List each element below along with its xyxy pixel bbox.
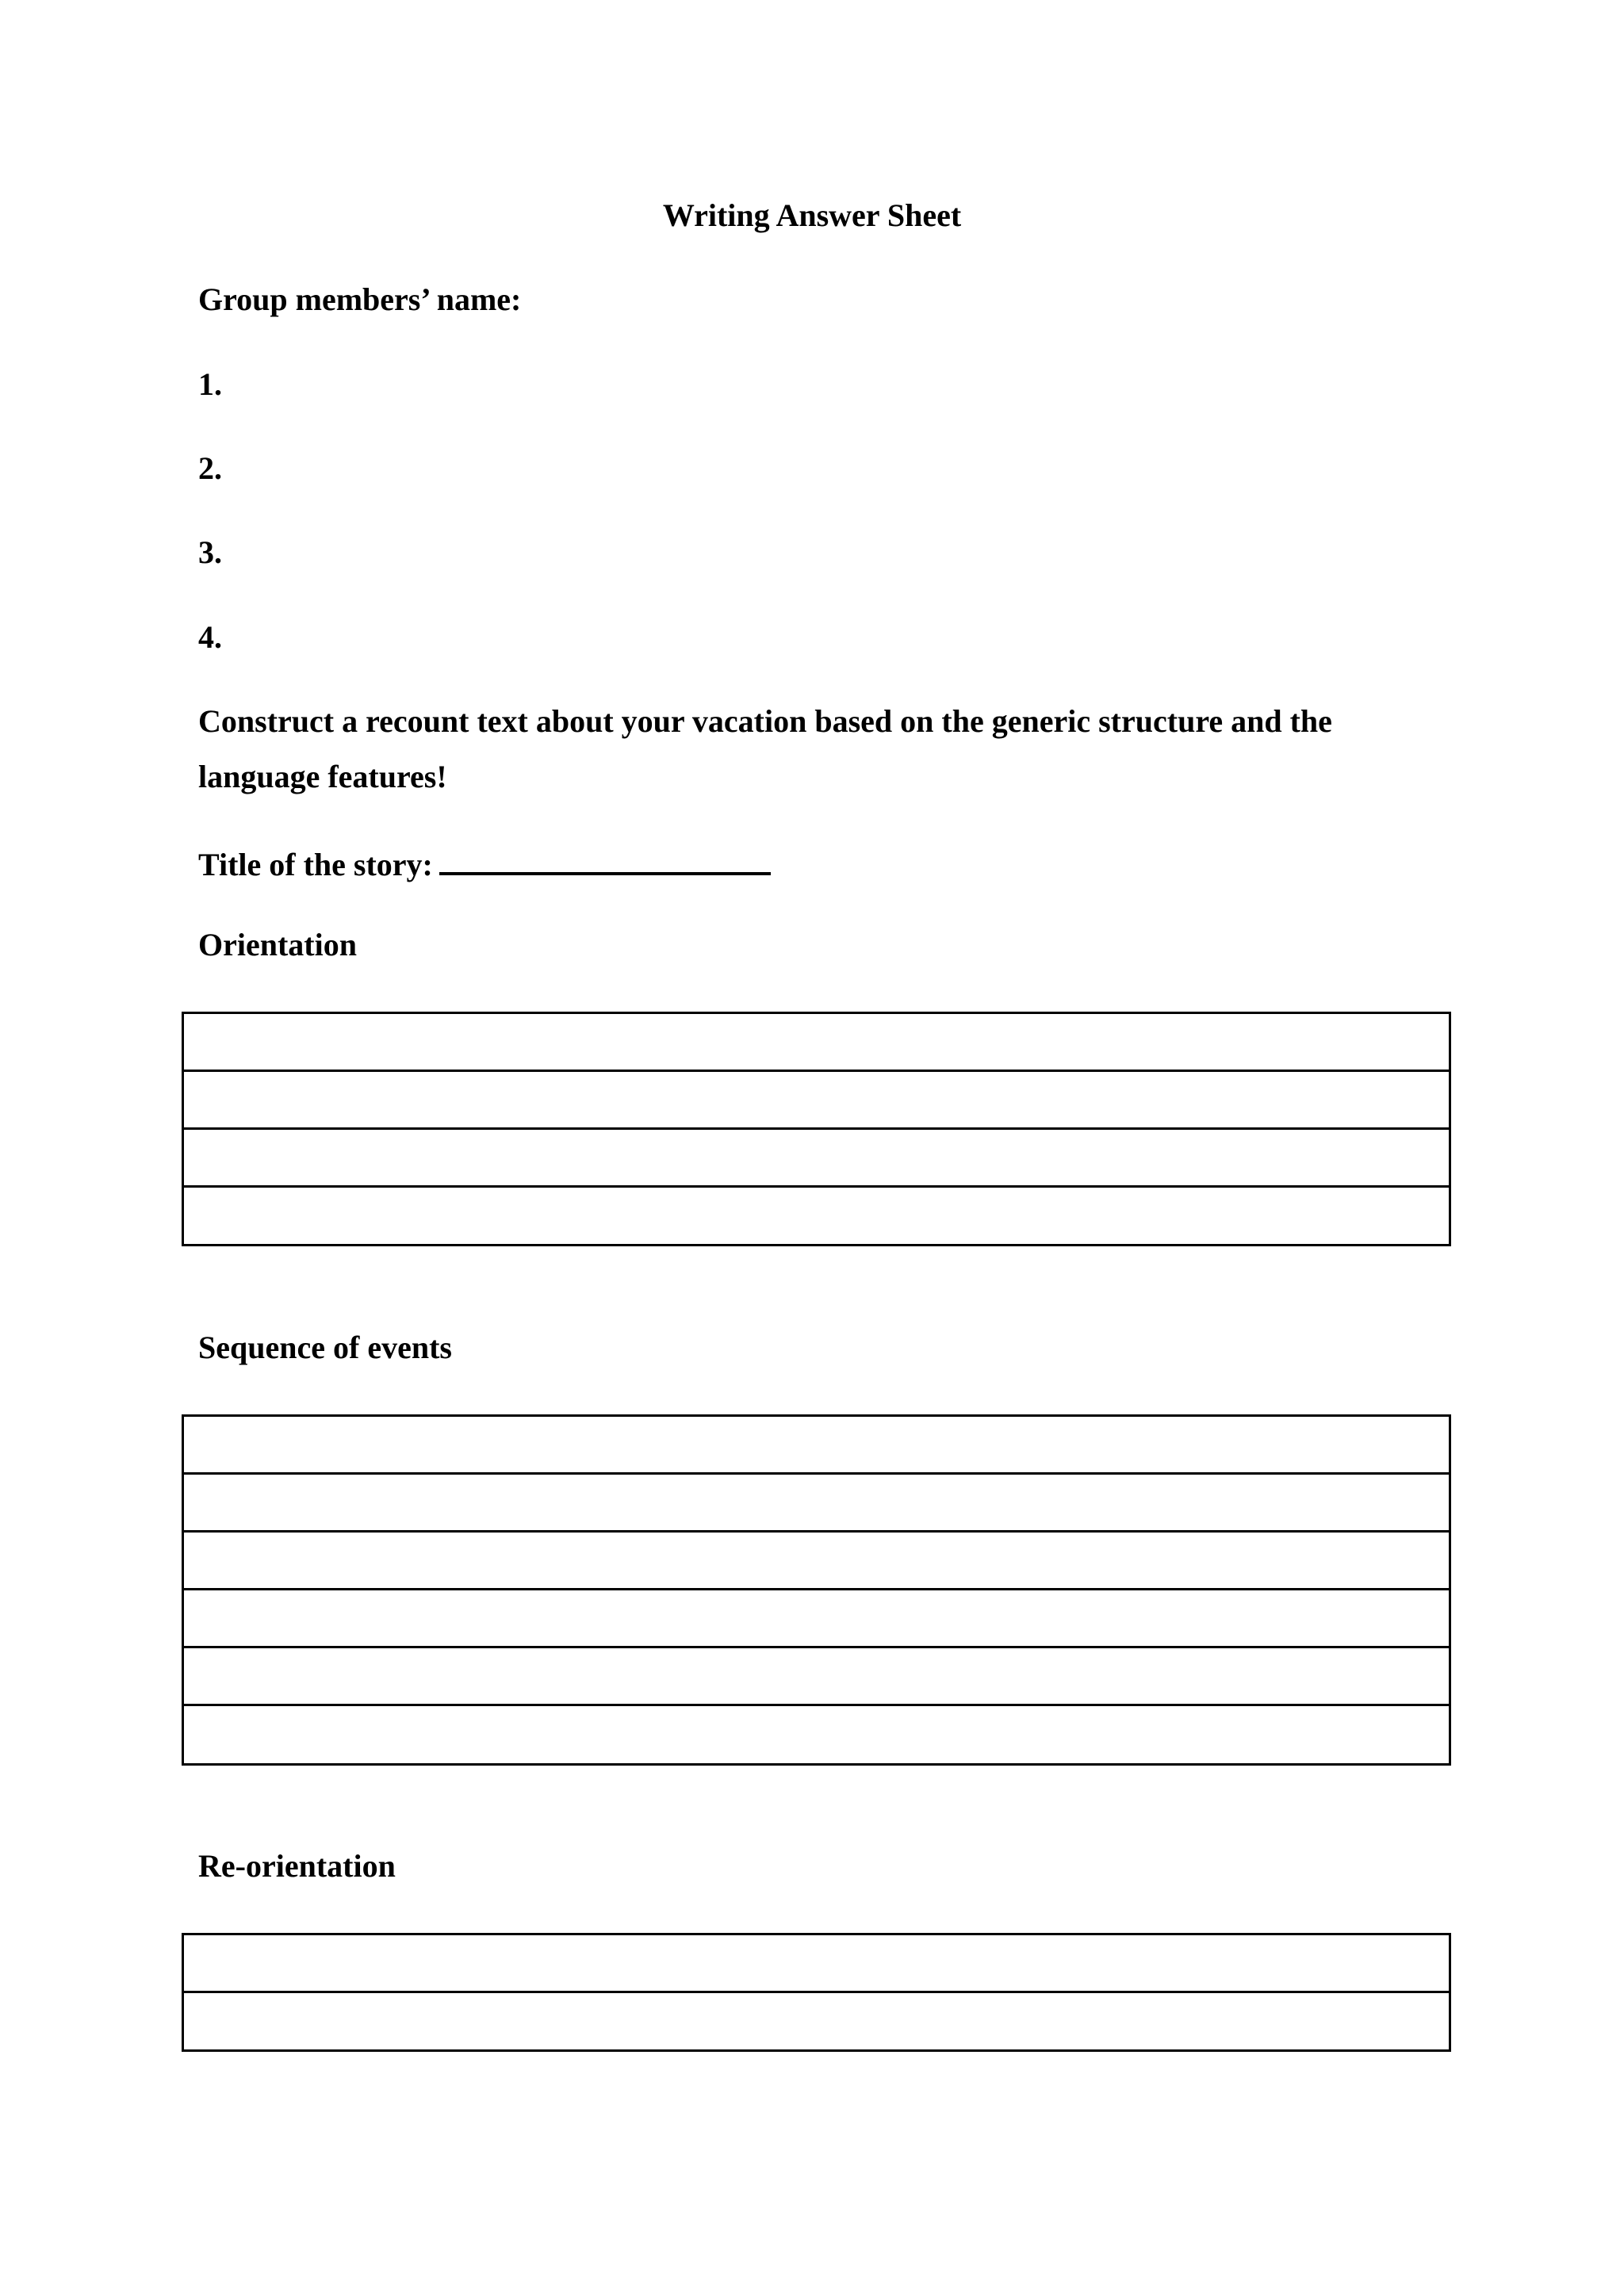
group-members-label: Group members’ name: [198,281,522,317]
writing-line[interactable] [184,1072,1449,1130]
reorientation-heading: Re-orientation [198,1848,396,1884]
orientation-heading: Orientation [198,927,357,962]
member-number-3: 3. [198,534,222,570]
member-number-4: 4. [198,619,222,655]
writing-line[interactable] [184,1648,1449,1706]
page-title: Writing Answer Sheet [662,197,962,233]
writing-line[interactable] [184,1993,1449,2051]
instruction-line-2: language features! [198,759,447,794]
writing-line[interactable] [184,1590,1449,1648]
sequence-heading: Sequence of events [198,1330,452,1365]
writing-line[interactable] [184,1475,1449,1533]
writing-line[interactable] [184,1188,1449,1246]
orientation-writing-box[interactable] [182,1012,1451,1246]
writing-line[interactable] [184,1014,1449,1072]
writing-line[interactable] [184,1130,1449,1188]
instruction-line-1: Construct a recount text about your vacation based on the generic structure and the [198,703,1332,739]
member-number-1: 1. [198,366,222,402]
reorientation-writing-box[interactable] [182,1933,1451,2052]
story-title-row [198,845,771,881]
story-title-label: Title of the story: [198,847,433,882]
writing-line[interactable] [184,1417,1449,1475]
writing-line[interactable] [184,1706,1449,1764]
member-number-2: 2. [198,450,222,486]
story-title-blank[interactable] [439,845,771,875]
writing-line[interactable] [184,1533,1449,1590]
writing-line[interactable] [184,1935,1449,1993]
sequence-writing-box[interactable] [182,1414,1451,1766]
